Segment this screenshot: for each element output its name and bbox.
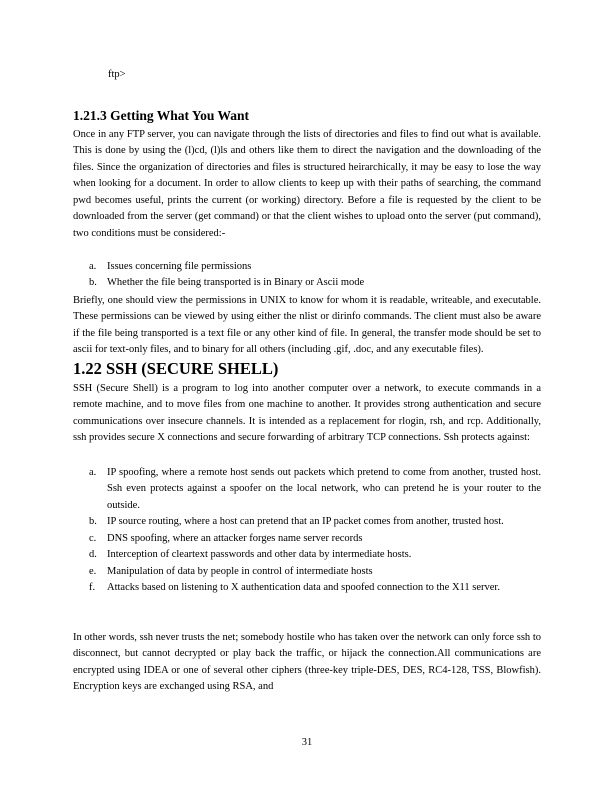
paragraph-ssh-intro: SSH (Secure Shell) is a program to log into another computer over a network, to execute commands in a remote machine, and to move files from one machine to another. It provides strong authentication and secure communications over insecure channels. It is intended as a replacement for rlogin, rsh, and rcp. Additionally, ssh provides secure X connections and secure forwarding of arbitrary TCP connections. Ssh protects against: <box>73 383 541 444</box>
document-page <box>73 0 541 792</box>
section-heading-1-21-3: 1.21.3 Getting What You Want <box>73 108 250 123</box>
list-item <box>73 275 541 291</box>
list-item <box>73 531 541 547</box>
list-marker: d. <box>89 549 97 561</box>
paragraph-navigation: Once in any FTP server, you can navigate through the lists of directories and files to find out what is available. This is done by using the (l)cd, (l)ls and others like them to direct the navigation and the downloading of the files. Since the organization of directories and files is structured heirarchically, it may be easy to lose the way when looking for a document. In order to allow clients to keep up with their paths of searching, the command pwd becomes useful, prints the current (or working) directory. Before a file is requested by the client to be downloaded from the server (get command) or that the client wishes to upload onto the server (put command), two conditions must be considered:- <box>73 129 541 239</box>
list-marker: b. <box>89 516 97 528</box>
list-item-text: Manipulation of data by people in control of intermediate hosts <box>107 565 373 577</box>
page-number: 31 <box>301 737 313 748</box>
list-item <box>73 547 541 563</box>
list-item-text: IP source routing, where a host can pretend that an IP packet comes from another, trusted host. <box>107 516 504 528</box>
list-item-text: Interception of cleartext passwords and other data by intermediate hosts. <box>107 549 412 561</box>
list-item-text: Whether the file being transported is in Binary or Ascii mode <box>107 277 365 289</box>
paragraph-permissions: Briefly, one should view the permissions in UNIX to know for whom it is readable, writeable, and executable. These permissions can be viewed by using either the nlist or dirinfo commands. The client must also be aware if the file being transported is a text file or any other kind of file. In general, the transfer mode should be set to ascii for text-only files, and to binary for all others (including .gif, .doc, and any executable files). <box>73 295 541 356</box>
list-item <box>73 514 541 530</box>
list-item-text: Issues concerning file permissions <box>107 261 252 272</box>
conditions-list <box>73 259 541 292</box>
paragraph-ssh-trust: In other words, ssh never trusts the net; somebody hostile who has taken over the network can only force ssh to disconnect, but cannot decrypted or play back the traffic, or hijack the connection.All communications are encrypted using IDEA or one of several other ciphers (three-key triple-DES, DES, RC4-128, TSS, Blowfish). Encryption keys are exchanged using RSA, and <box>73 632 541 693</box>
list-marker: a. <box>89 261 97 272</box>
list-item <box>73 465 541 514</box>
list-item <box>73 259 541 275</box>
list-marker: e. <box>89 565 97 577</box>
list-item <box>73 580 541 596</box>
list-item-text: DNS spoofing, where an attacker forges name server records <box>107 532 363 544</box>
ssh-protections-list <box>73 465 541 597</box>
list-item <box>73 564 541 580</box>
list-marker: a. <box>89 467 97 478</box>
list-item-text: Attacks based on listening to X authentication data and spoofed connection to the X11 server. <box>107 582 500 594</box>
ftp-prompt-line: ftp> <box>108 69 126 80</box>
list-marker: b. <box>89 277 97 289</box>
section-heading-1-22: 1.22 SSH (SECURE SHELL) <box>73 359 279 378</box>
list-item-text: IP spoofing, where a remote host sends out packets which pretend to come from another, trusted host. Ssh even protects against a spoofer on the local network, who can pretend he is your router to the outside. <box>107 467 541 511</box>
list-marker: f. <box>89 582 96 594</box>
list-marker: c. <box>89 532 97 544</box>
